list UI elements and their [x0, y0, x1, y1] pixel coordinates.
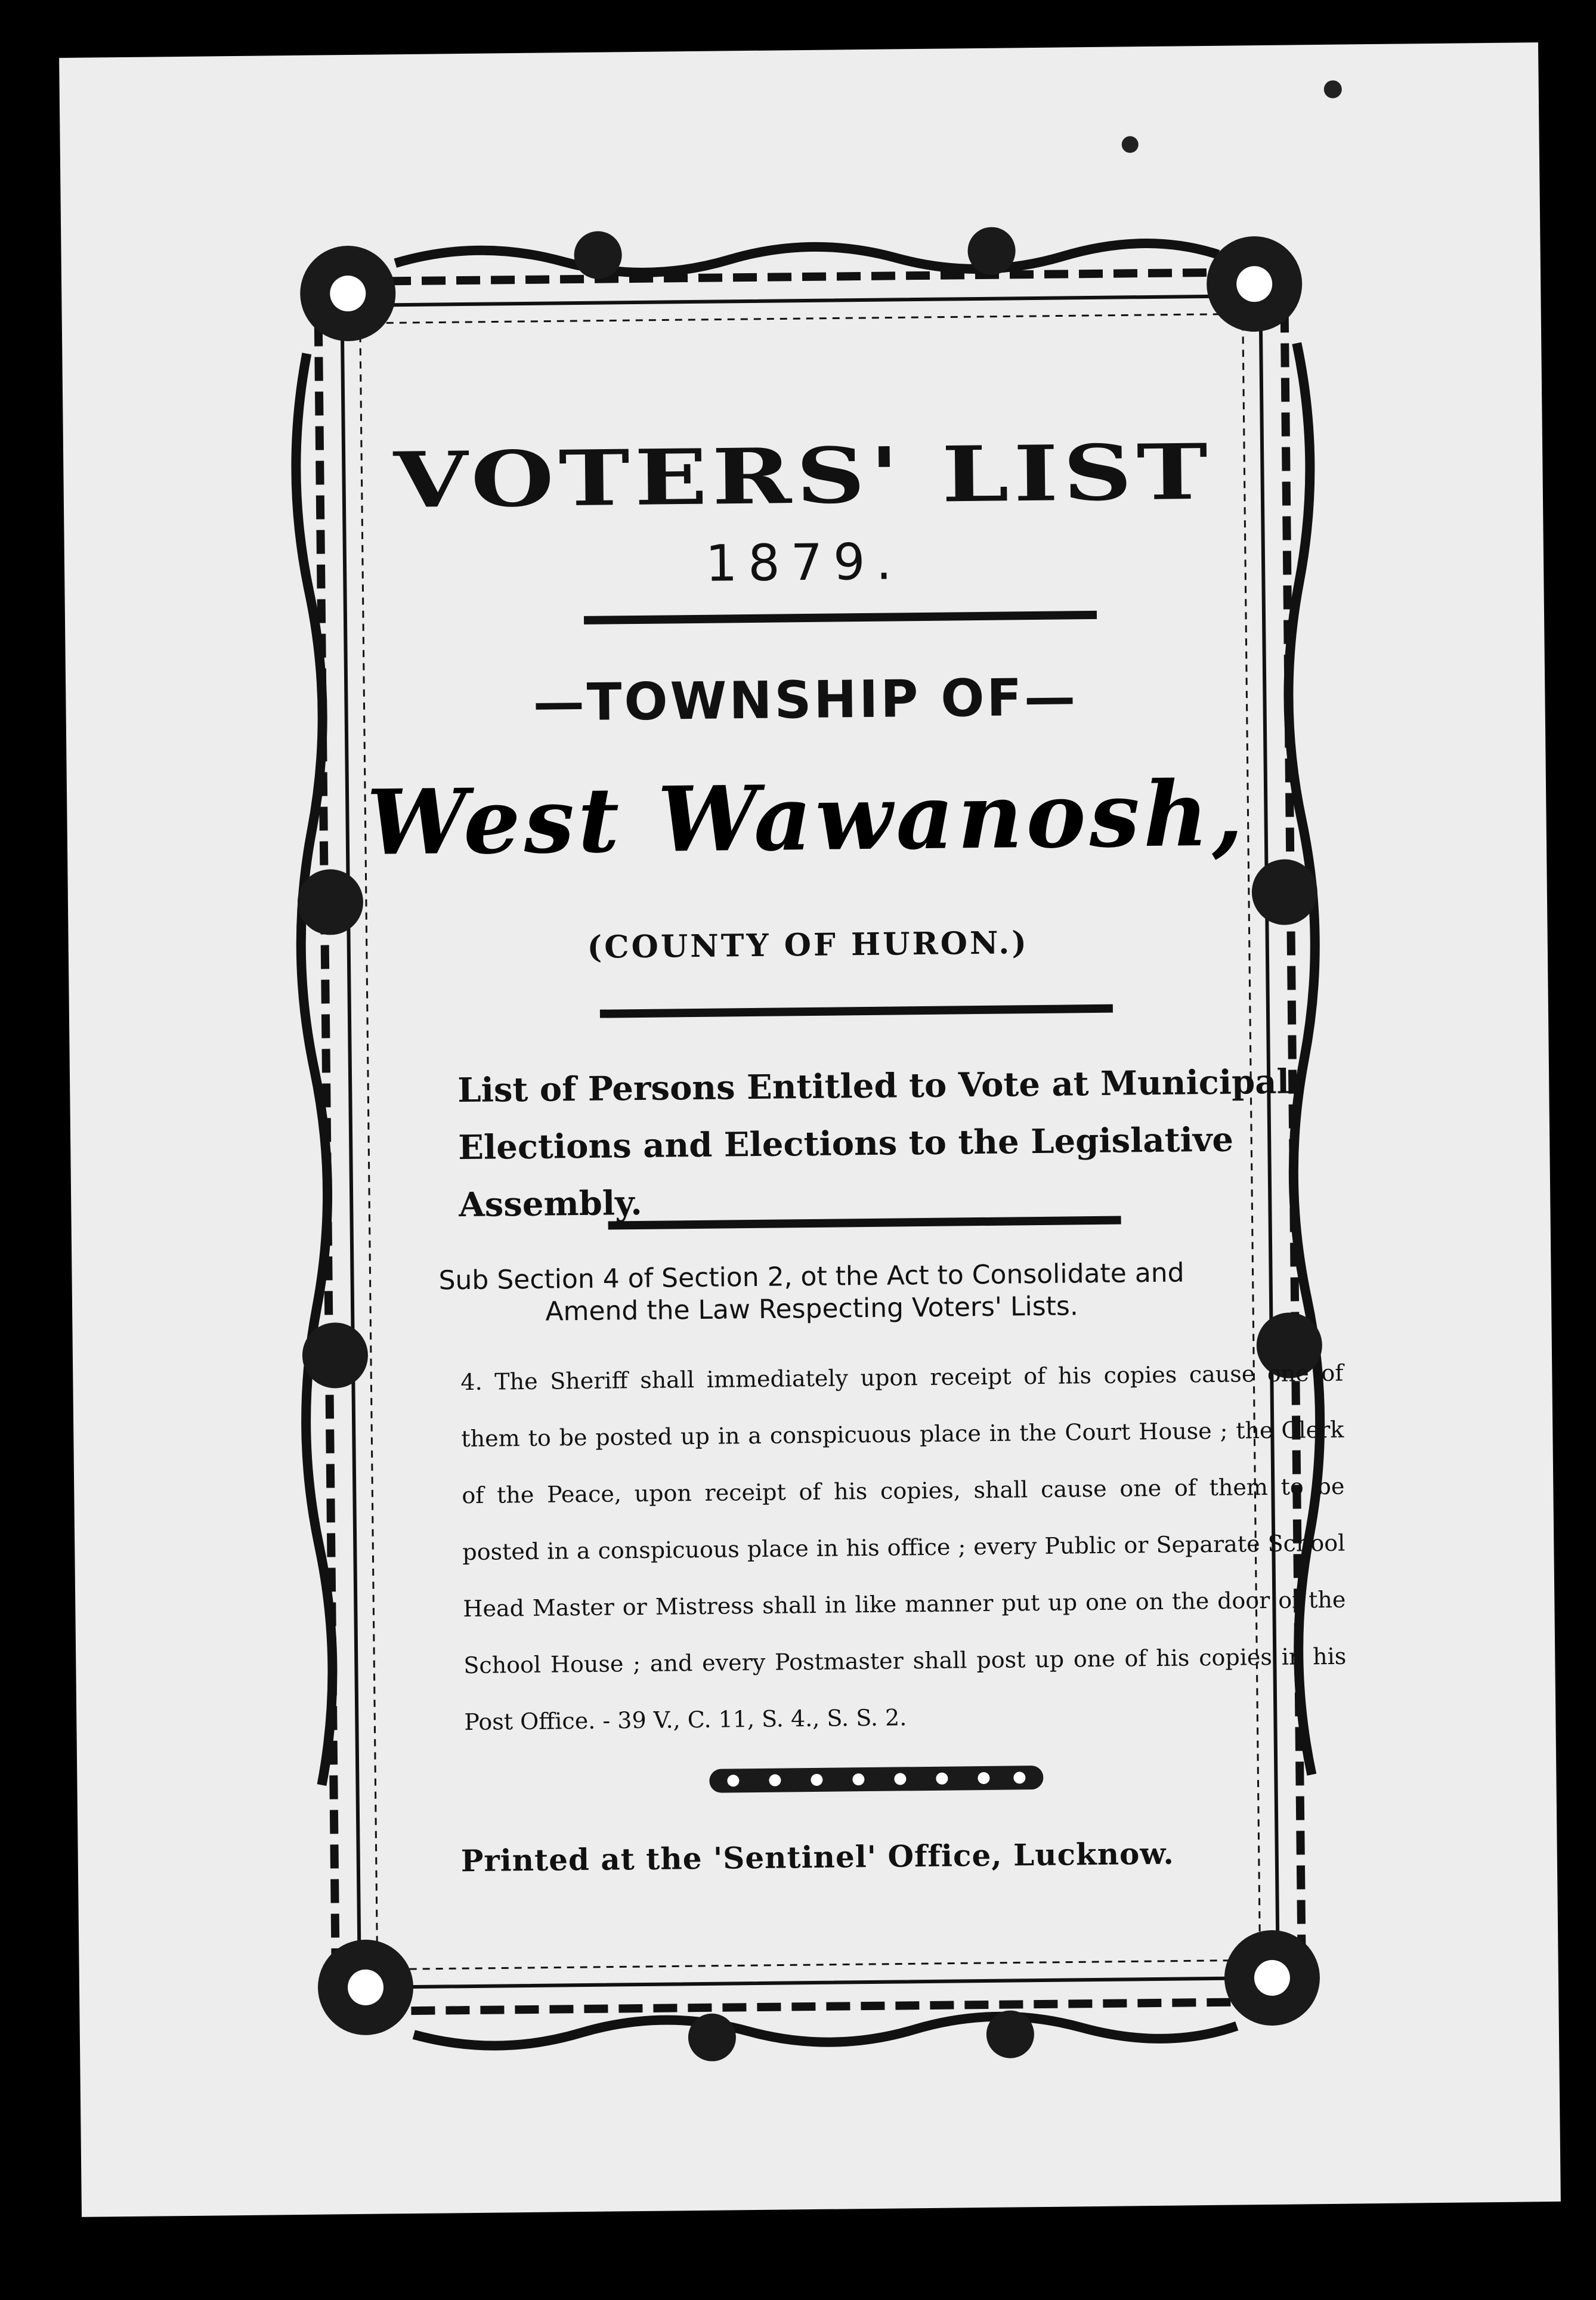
page-title: VOTERS' LIST: [393, 426, 1213, 525]
county-name: (COUNTY OF HURON.): [587, 925, 1029, 966]
ink-spot: [1324, 81, 1342, 98]
list-year: 1879.: [705, 532, 903, 593]
sub-section-line-1: Sub Section 4 of Section 2, ot the Act to Consolidate and: [438, 1257, 1184, 1296]
document-page: [59, 42, 1561, 2217]
sub-section-line-2: Amend the Law Respecting Voters' Lists.: [545, 1291, 1079, 1327]
statute-paragraph: 4. The Sheriff shall immediately upon receipt of his copies cause one of them to be posted up in a conspicuous place in the Court House ; the Clerk of the Peace, upon receipt of his copies, shall cause one of them to be posted in a conspicuous place in his office ; every Public or Separate School Head Master or Mistress shall in like manner put up one on the door of the School House ; and every Postmaster shall post up one of his copies in his Post Office. - 39 V., C. 11, S. 4., S. S. 2.: [460, 1359, 1347, 1736]
ink-spot: [1122, 136, 1139, 153]
place-name: West Wawanosh,: [366, 761, 1248, 876]
floral-divider-icon: [709, 1760, 1044, 1799]
printer-imprint: Printed at the 'Sentinel' Office, Lucknow.: [460, 1835, 1175, 1879]
township-heading: —TOWNSHIP OF—: [533, 667, 1078, 733]
list-heading: List of Persons Entitled to Vote at Municipal Elections and Elections to the Legislative Assembly.: [457, 1062, 1290, 1225]
